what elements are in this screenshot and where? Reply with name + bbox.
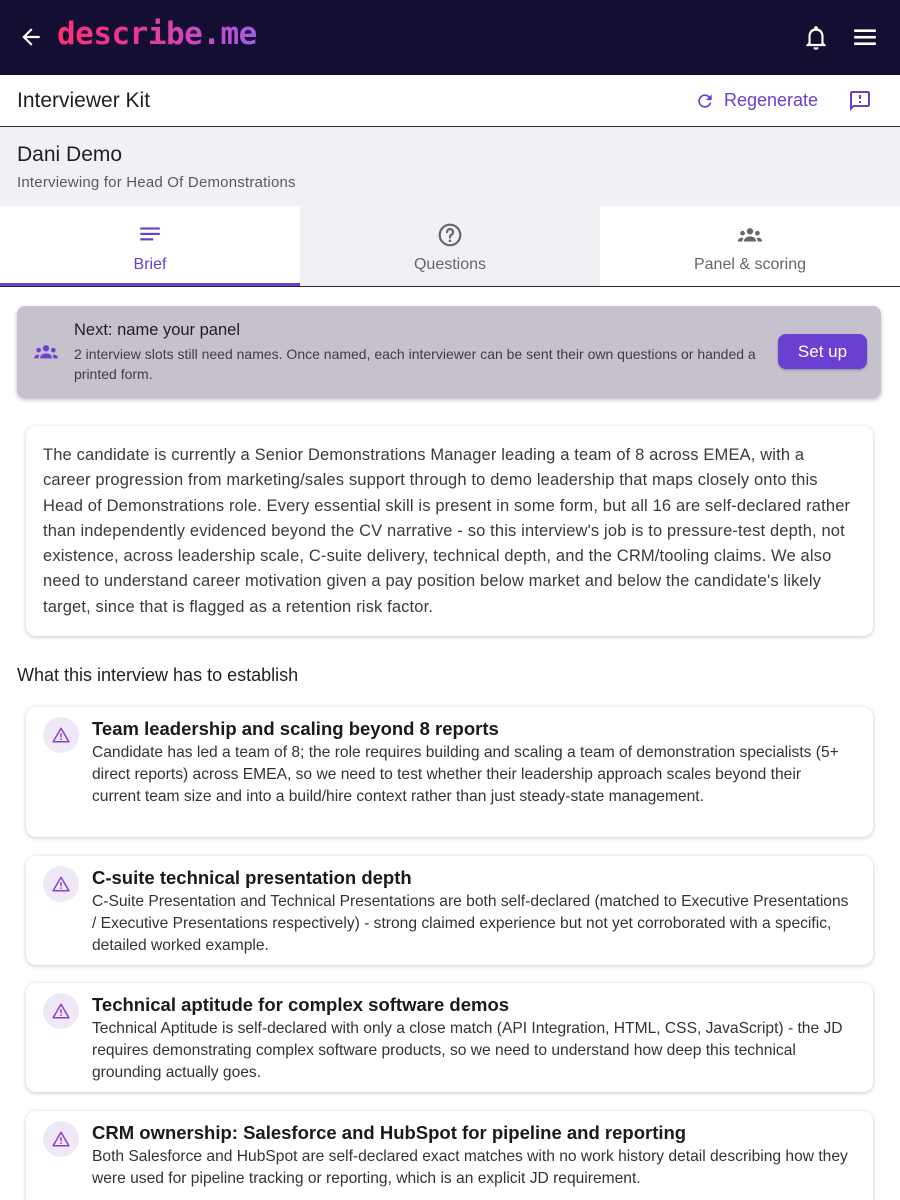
establish-item-description: Technical Aptitude is self-declared with only a close match (API Integration, HTML, CSS, JavaScript) - the JD requires demonstrating complex software products, so we need to understand how deep this technical grounding actually goes. [92, 1020, 843, 1081]
brief-summary-card: The candidate is currently a Senior Demonstrations Manager leading a team of 8 across EMEA, with a career progression from marketing/sales support through to demo leadership that maps closely onto this Head of Demonstrations role. Every essential skill is present in some form, but all 16 are self-declared rather than independently evidenced beyond the CV narrative - so this interview's job is to pressure-test depth, not existence, across leadership scale, C-suite delivery, technical depth, and the CRM/tooling claims. We also need to understand career motivation given a pay position below market and below the candidate's likely target, since that is flagged as a retention risk factor. [26, 426, 873, 636]
warning-icon [43, 717, 79, 753]
tab-bar [0, 206, 900, 287]
establish-item-description: Both Salesforce and HubSpot are self-declared exact matches with no work history detail describing how they were used for pipeline tracking or reporting, which is an explicit JD requirement. [92, 1148, 848, 1187]
app-logo[interactable]: describe.me [57, 16, 257, 52]
warning-icon [43, 866, 79, 902]
tab-questions[interactable] [300, 206, 600, 286]
establish-item [26, 856, 873, 965]
regenerate-label: Regenerate [724, 90, 819, 110]
establish-item-title: C-suite technical presentation depth [92, 867, 412, 888]
tab-brief[interactable] [0, 206, 300, 286]
next-step-banner [17, 306, 881, 398]
establish-item-title: Team leadership and scaling beyond 8 reports [92, 718, 499, 739]
page-title: Interviewer Kit [17, 89, 151, 112]
establish-heading: What this interview has to establish [17, 665, 299, 685]
banner-description: 2 interview slots still need names. Once named, each interviewer can be sent their own questions or handed a printed form. [74, 346, 756, 382]
kit-header [0, 75, 900, 127]
group-icon [737, 222, 763, 248]
warning-icon [43, 1121, 79, 1157]
tab-panel-scoring[interactable] [600, 206, 900, 286]
candidate-header [0, 127, 900, 206]
set-up-button[interactable]: Set up [778, 334, 867, 369]
tab-questions-label: Questions [413, 256, 487, 273]
hamburger-menu-icon[interactable] [852, 26, 878, 48]
tab-brief-label: Brief [133, 256, 167, 273]
establish-item-description: C-Suite Presentation and Technical Presentations are both self-declared (matched to Executive Presentations / Executive Presentations respectively) - strong claimed experience but not yet corroborated with a specific, detailed worked example. [92, 893, 849, 954]
warning-icon [43, 993, 79, 1029]
establish-item-title: Technical aptitude for complex software demos [92, 994, 510, 1015]
banner-title: Next: name your panel [74, 321, 241, 339]
help-circle-icon [437, 222, 463, 248]
group-icon [31, 341, 61, 363]
establish-item-title: CRM ownership: Salesforce and HubSpot for pipeline and reporting [92, 1122, 687, 1143]
top-app-bar [0, 0, 900, 75]
establish-item-description: Candidate has led a team of 8; the role requires building and scaling a team of demonstration specialists (5+ direct reports) across EMEA, so we need to test whether their leadership approach scales beyond their current team size and into a build/hire context rather than just steady-state management. [92, 744, 839, 805]
establish-item [26, 1111, 873, 1200]
establish-item [26, 983, 873, 1092]
tab-panel-scoring-label: Panel & scoring [693, 256, 807, 273]
establish-item [26, 707, 873, 837]
lines-icon [137, 222, 163, 248]
candidate-role-subtitle: Interviewing for Head Of Demonstrations [17, 174, 296, 191]
feedback-icon[interactable] [848, 89, 872, 113]
candidate-name: Dani Demo [17, 143, 123, 166]
bell-icon[interactable] [803, 24, 829, 52]
regenerate-button[interactable] [695, 90, 818, 111]
refresh-icon [695, 91, 715, 111]
back-arrow-icon[interactable] [18, 24, 44, 50]
